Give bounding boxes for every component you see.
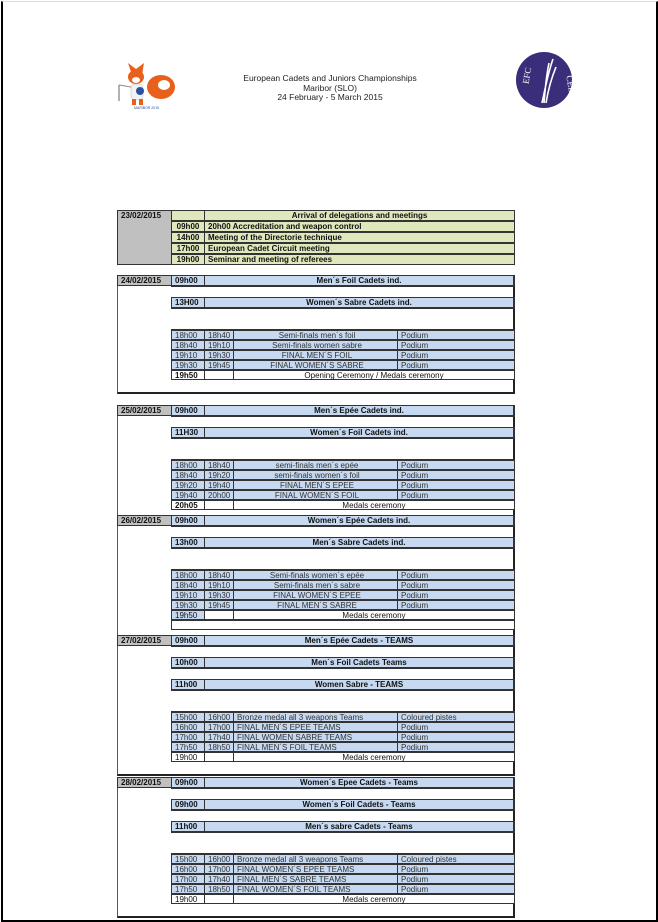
final-start: 17h00 bbox=[171, 874, 205, 884]
ceremony-time: 19h00 bbox=[171, 894, 205, 904]
ceremony-time: 19h50 bbox=[171, 370, 205, 380]
mascot-fox-logo bbox=[104, 55, 184, 111]
session-time: 13H00 bbox=[171, 297, 205, 309]
final-event: FINAL MEN´S FOIL TEAMS bbox=[233, 742, 398, 752]
empty-cell bbox=[204, 752, 234, 762]
session-time: 11h00 bbox=[171, 679, 205, 691]
final-start: 17h00 bbox=[171, 732, 205, 742]
session-time: 10h00 bbox=[171, 657, 205, 669]
session-title: Men´s Foil Cadets ind. bbox=[204, 275, 515, 287]
final-start: 18h00 bbox=[171, 460, 205, 470]
final-end: 18h40 bbox=[204, 570, 234, 580]
session-time: 11h00 bbox=[171, 821, 205, 833]
session-title: Men´s Foil Cadets Teams bbox=[204, 657, 515, 669]
session-time: 09h00 bbox=[171, 799, 205, 811]
header-title: European Cadets and Juniors Championships bbox=[243, 73, 417, 83]
empty-cell bbox=[204, 894, 234, 904]
final-event: FINAL WOMEN´S FOIL TEAMS bbox=[233, 884, 398, 894]
final-venue: Podium bbox=[397, 732, 515, 742]
session-time: 09h00 bbox=[171, 405, 205, 417]
empty-cell bbox=[204, 500, 234, 510]
final-venue: Podium bbox=[397, 330, 515, 340]
mascot-caption: MARIBOR 2015 bbox=[134, 106, 160, 110]
final-venue: Podium bbox=[397, 570, 515, 580]
day-date: 28/02/2015 bbox=[117, 777, 172, 788]
final-start: 18h40 bbox=[171, 580, 205, 590]
final-event: FINAL WOMEN´S SABRE bbox=[233, 360, 398, 370]
day-block bbox=[117, 405, 515, 524]
efc-text: EFC bbox=[520, 66, 534, 85]
final-end: 17h40 bbox=[204, 732, 234, 742]
final-event: FINAL WOMEN SABRE TEAMS bbox=[233, 732, 398, 742]
session-time: 09h00 bbox=[171, 275, 205, 287]
final-venue: Podium bbox=[397, 590, 515, 600]
final-venue: Podium bbox=[397, 350, 515, 360]
final-start: 15h00 bbox=[171, 854, 205, 864]
final-venue: Podium bbox=[397, 722, 515, 732]
session-title: Women´s Foil Cadets ind. bbox=[204, 427, 515, 439]
ceremony-time: 20h05 bbox=[171, 500, 205, 510]
meeting-time: 19h00 bbox=[171, 254, 205, 265]
day-date: 27/02/2015 bbox=[117, 635, 172, 646]
day-block bbox=[117, 515, 515, 644]
final-end: 18h40 bbox=[204, 330, 234, 340]
final-start: 17h50 bbox=[171, 742, 205, 752]
meeting-item: Meeting of the Directorie technique bbox=[204, 232, 515, 243]
final-venue: Podium bbox=[397, 864, 515, 874]
session-title: Women´s Sabre Cadets ind. bbox=[204, 297, 515, 309]
final-venue: Podium bbox=[397, 360, 515, 370]
final-start: 19h10 bbox=[171, 350, 205, 360]
final-event: semi-finals women´s foil bbox=[233, 470, 398, 480]
final-event: Bronze medal all 3 weapons Teams bbox=[233, 712, 398, 722]
final-end: 19h10 bbox=[204, 580, 234, 590]
final-end: 19h30 bbox=[204, 590, 234, 600]
final-venue: Podium bbox=[397, 742, 515, 752]
day-block bbox=[117, 275, 515, 394]
ceremony-time: 19h00 bbox=[171, 752, 205, 762]
final-event: Semi-finals women sabre bbox=[233, 340, 398, 350]
session-time: 13h00 bbox=[171, 537, 205, 549]
efc-cee-logo bbox=[515, 51, 578, 109]
day-date: 25/02/2015 bbox=[117, 405, 172, 416]
final-venue: Podium bbox=[397, 490, 515, 500]
final-start: 19h20 bbox=[171, 480, 205, 490]
final-event: semi-finals men´s epée bbox=[233, 460, 398, 470]
session-title: Women Sabre - TEAMS bbox=[204, 679, 515, 691]
session-title: Women´s Epee Cadets - Teams bbox=[204, 777, 515, 789]
final-end: 19h10 bbox=[204, 340, 234, 350]
final-end: 16h00 bbox=[204, 712, 234, 722]
final-event: Semi-finals men´s sabre bbox=[233, 580, 398, 590]
ceremony-label: Opening Ceremony / Medals ceremony bbox=[233, 370, 515, 380]
final-event: FINAL MEN´S SABRE TEAMS bbox=[233, 874, 398, 884]
final-venue: Podium bbox=[397, 460, 515, 470]
final-start: 18h40 bbox=[171, 340, 205, 350]
final-venue: Podium bbox=[397, 340, 515, 350]
ceremony-time: 19h50 bbox=[171, 610, 205, 620]
final-end: 18h50 bbox=[204, 742, 234, 752]
session-title: Men´s sabre Cadets - Teams bbox=[204, 821, 515, 833]
final-start: 16h00 bbox=[171, 722, 205, 732]
final-start: 18h40 bbox=[171, 470, 205, 480]
ceremony-label: Medals ceremony bbox=[233, 610, 515, 620]
ceremony-label: Medals ceremony bbox=[233, 894, 515, 904]
day-date: 26/02/2015 bbox=[117, 515, 172, 526]
final-end: 19h45 bbox=[204, 600, 234, 610]
final-event: FINAL MEN´S FOIL bbox=[233, 350, 398, 360]
final-start: 15h00 bbox=[171, 712, 205, 722]
meeting-time: 09h00 bbox=[171, 221, 205, 232]
final-start: 19h30 bbox=[171, 360, 205, 370]
final-end: 17h00 bbox=[204, 864, 234, 874]
header-location: Maribor (SLO) bbox=[303, 82, 357, 93]
day-block-2302 bbox=[117, 210, 515, 265]
final-event: FINAL WOMEN´S EPEE TEAMS bbox=[233, 864, 398, 874]
final-end: 19h30 bbox=[204, 350, 234, 360]
final-end: 20h00 bbox=[204, 490, 234, 500]
day-date: 24/02/2015 bbox=[117, 275, 172, 286]
final-end: 18h50 bbox=[204, 884, 234, 894]
final-venue: Podium bbox=[397, 480, 515, 490]
final-event: FINAL WOMEN´S EPEE bbox=[233, 590, 398, 600]
final-event: FINAL MEN´S SABRE bbox=[233, 600, 398, 610]
final-start: 16h00 bbox=[171, 864, 205, 874]
final-start: 18h00 bbox=[171, 330, 205, 340]
session-title: Women´s Foil Cadets - Teams bbox=[204, 799, 515, 811]
final-venue: Coloured pistes bbox=[397, 854, 515, 864]
ceremony-label: Medals ceremony bbox=[233, 500, 515, 510]
final-venue: Coloured pistes bbox=[397, 712, 515, 722]
final-start: 18h00 bbox=[171, 570, 205, 580]
final-start: 19h10 bbox=[171, 590, 205, 600]
empty-cell bbox=[204, 370, 234, 380]
final-venue: Podium bbox=[397, 470, 515, 480]
final-event: FINAL WOMEN´S FOIL bbox=[233, 490, 398, 500]
day-block bbox=[117, 777, 515, 918]
meeting-item: European Cadet Circuit meeting bbox=[204, 243, 515, 254]
final-venue: Podium bbox=[397, 600, 515, 610]
day-title: Arrival of delegations and meetings bbox=[204, 210, 515, 221]
final-event: Semi-finals men´s foil bbox=[233, 330, 398, 340]
meeting-time: 14h00 bbox=[171, 232, 205, 243]
cee-text: CEE bbox=[564, 74, 578, 94]
session-title: Men´s Sabre Cadets ind. bbox=[204, 537, 515, 549]
final-end: 17h00 bbox=[204, 722, 234, 732]
session-time: 09h00 bbox=[171, 515, 205, 527]
ceremony-label: Medals ceremony bbox=[233, 752, 515, 762]
session-time: 09h00 bbox=[171, 635, 205, 647]
final-start: 19h30 bbox=[171, 600, 205, 610]
final-start: 17h50 bbox=[171, 884, 205, 894]
session-title: Women´s Epée Cadets ind. bbox=[204, 515, 515, 527]
final-start: 19h40 bbox=[171, 490, 205, 500]
final-event: Semi-finals women´s epée bbox=[233, 570, 398, 580]
session-title: Men´s Epée Cadets ind. bbox=[204, 405, 515, 417]
day-date: 23/02/2015 bbox=[117, 210, 172, 265]
final-end: 19h20 bbox=[204, 470, 234, 480]
meeting-item: Seminar and meeting of referees bbox=[204, 254, 515, 265]
empty-row bbox=[171, 620, 515, 630]
session-title: Men´s Epée Cadets - TEAMS bbox=[204, 635, 515, 647]
session-time: 11H30 bbox=[171, 427, 205, 439]
header-dates: 24 February - 5 March 2015 bbox=[277, 92, 383, 102]
meeting-time: 17h00 bbox=[171, 243, 205, 254]
document-header bbox=[200, 74, 460, 103]
final-end: 17h40 bbox=[204, 874, 234, 884]
final-end: 18h40 bbox=[204, 460, 234, 470]
final-end: 16h00 bbox=[204, 854, 234, 864]
final-event: FINAL MEN´S EPEE TEAMS bbox=[233, 722, 398, 732]
empty-cell bbox=[204, 610, 234, 620]
session-time: 09h00 bbox=[171, 777, 205, 789]
meeting-item: 20h00 Accreditation and weapon control bbox=[204, 221, 515, 232]
final-end: 19h40 bbox=[204, 480, 234, 490]
final-event: FINAL MEN´S EPEE bbox=[233, 480, 398, 490]
final-event: Bronze medal all 3 weapons Teams bbox=[233, 854, 398, 864]
final-venue: Podium bbox=[397, 884, 515, 894]
empty-cell bbox=[171, 210, 205, 221]
day-block bbox=[117, 635, 515, 776]
final-venue: Podium bbox=[397, 580, 515, 590]
final-end: 19h45 bbox=[204, 360, 234, 370]
final-venue: Podium bbox=[397, 874, 515, 884]
